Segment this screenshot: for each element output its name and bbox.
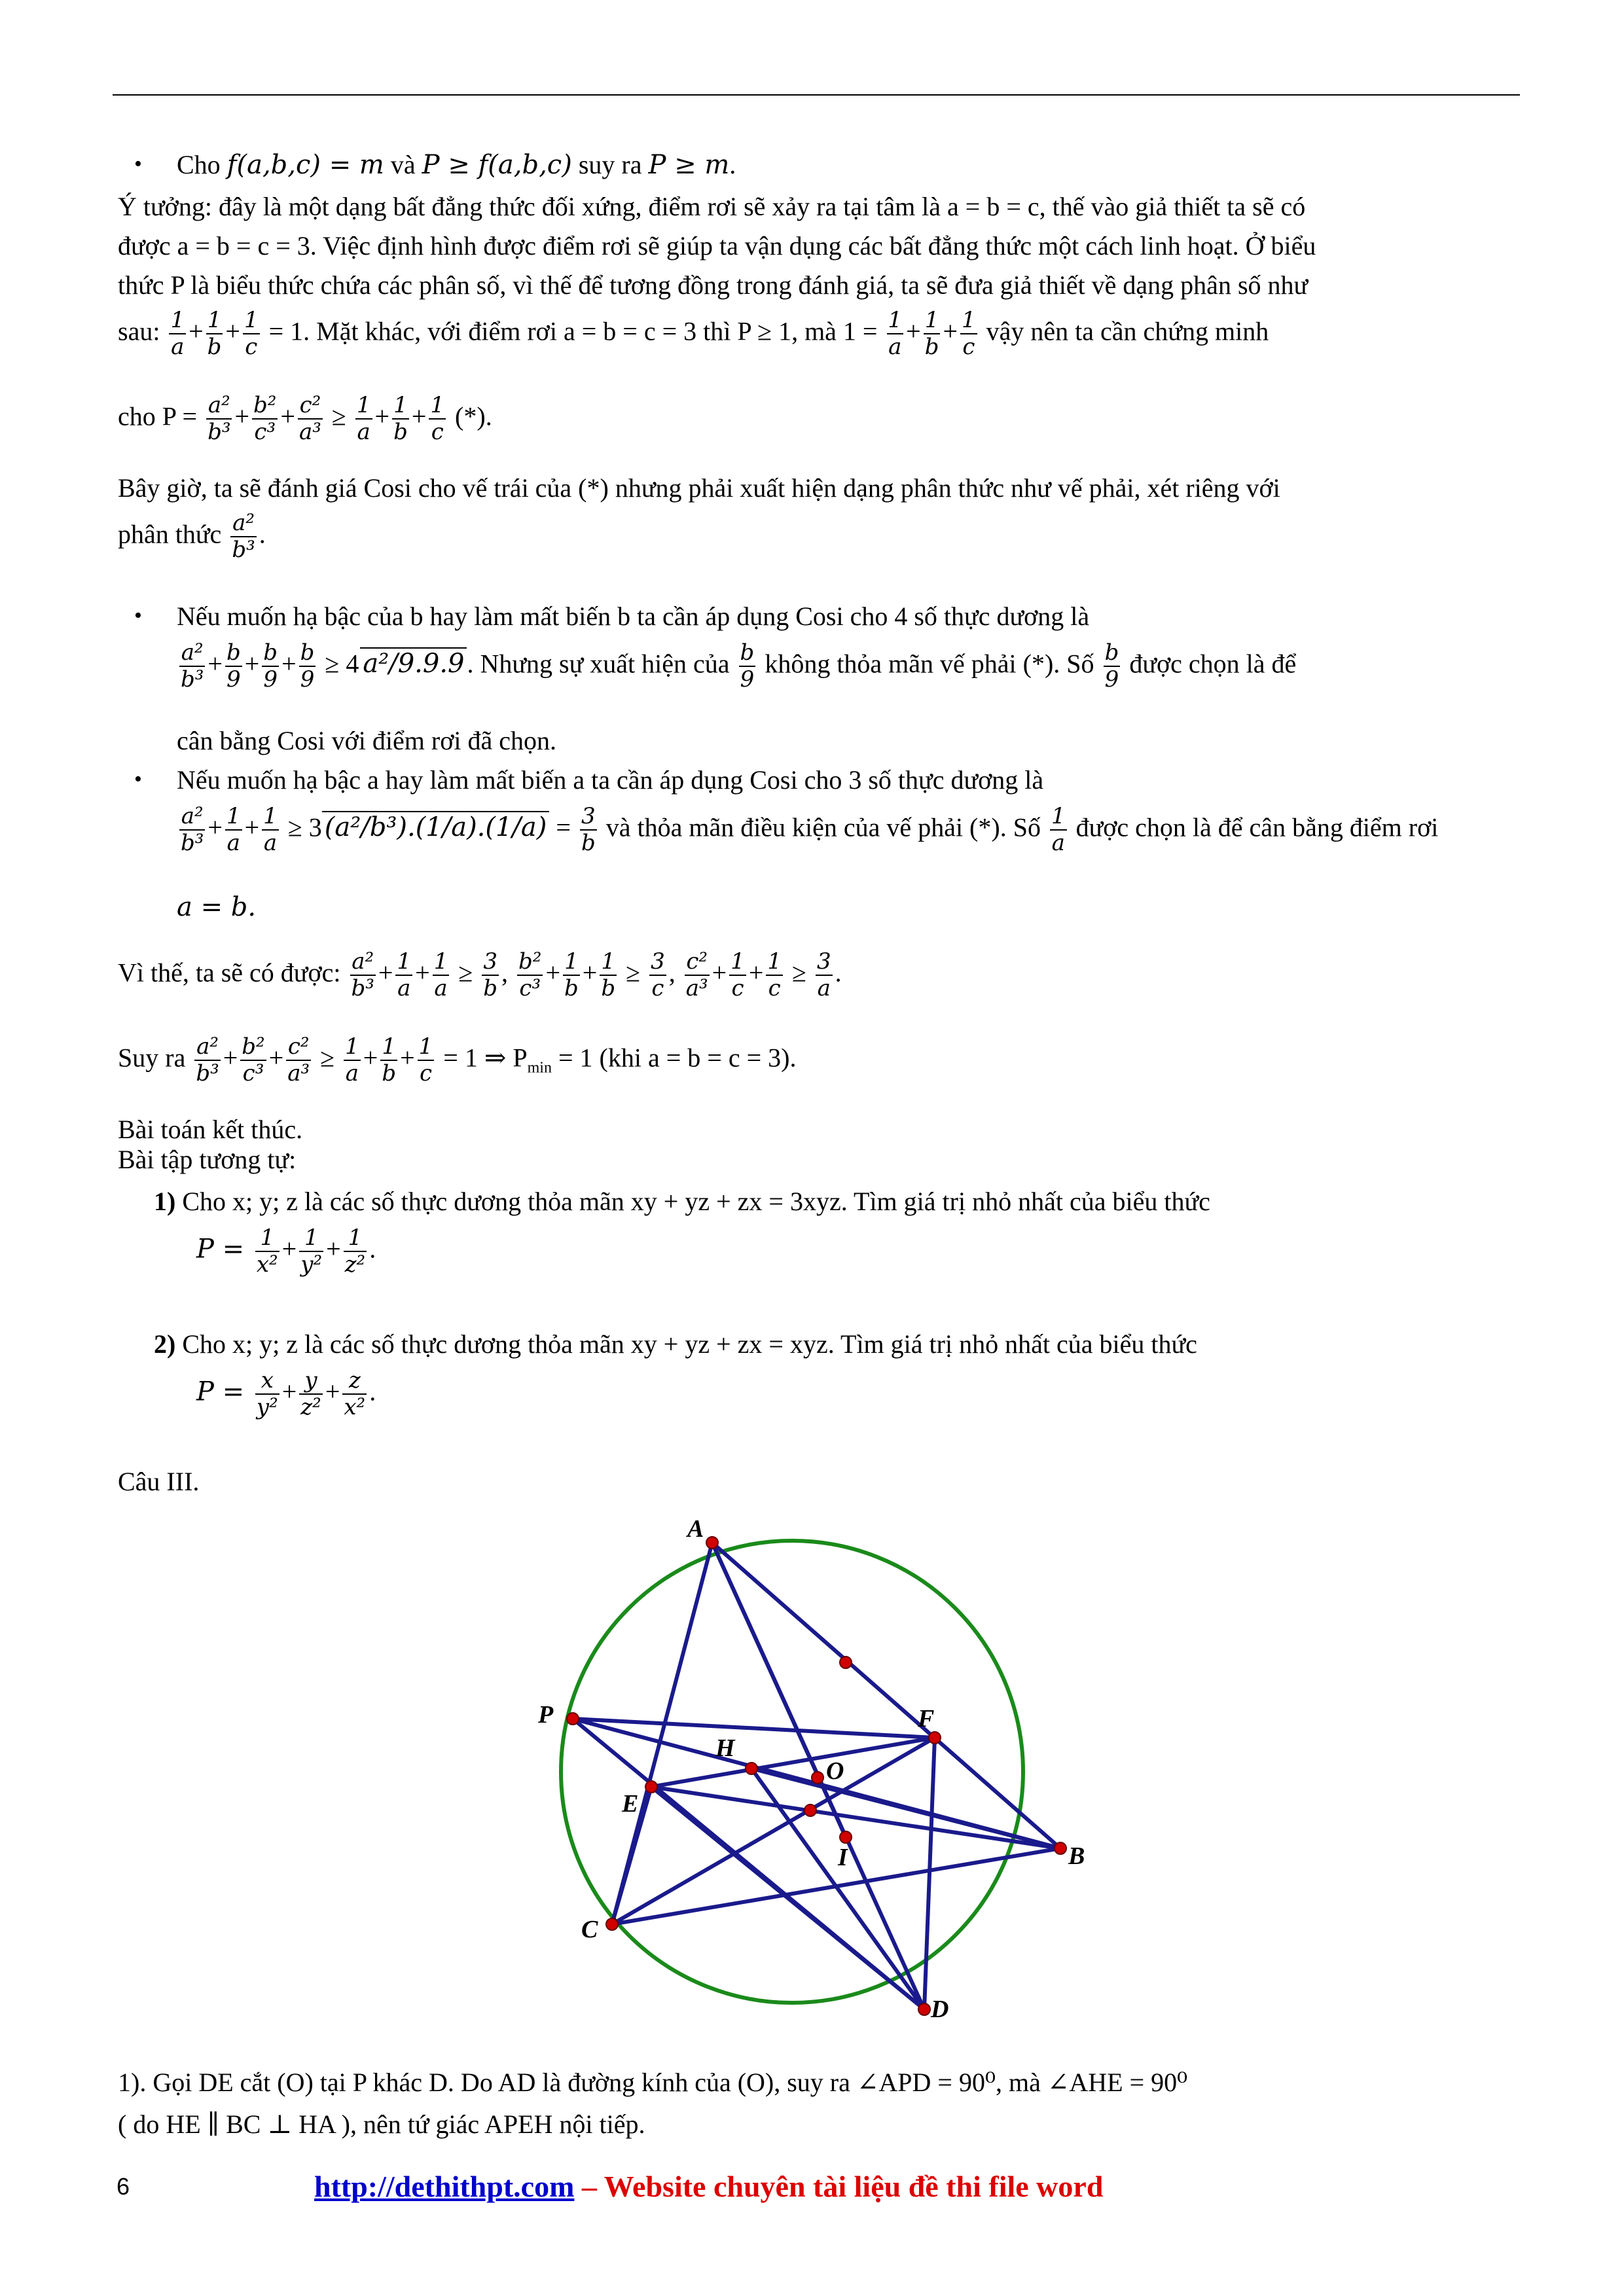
paragraph-line: 1). Gọi DE cắt (O) tại P khác D. Do AD là đường kính của (O), suy ra ∠APD = 90⁰, mà ∠AHE = 90⁰	[118, 2068, 1188, 2097]
label-i: I	[838, 1844, 848, 1871]
bullet-3: •	[134, 767, 142, 791]
fraction: $\frac{1}{c}$	[430, 392, 445, 446]
fraction: $\frac{\text{a²}}{\text{b³}}$	[208, 392, 231, 446]
geometry-figure	[524, 1499, 1113, 2042]
statement-line: Cho f(a,b,c) = m và P ≥ f(a,b,c) suy ra P ≥ m.	[177, 150, 736, 180]
label-c: C	[581, 1916, 598, 1943]
fraction: $\frac{1}{c}$	[244, 307, 259, 361]
paragraph-line: phân thức $\frac{\text{a²}}{\text{b³}}$ .	[118, 510, 266, 564]
bullet-2: •	[134, 603, 142, 628]
bullet-text: Nếu muốn hạ bậc của b hay làm mất biến b ta cần áp dụng Cosi cho 4 số thực dương là	[177, 601, 1090, 631]
bullet-math: $\frac{\text{a²}}{\text{b³}}$ + $\frac{1}{a}$ + $\frac{1}{a}$ ≥ 3 (a²/b³).(1/a).(1/a) = $\frac{3}{b}$ và thỏa mãn điều kiện của vế phải (*). Số $\frac{1}{a}$ được chọn là để cân bằng điểm rơi	[181, 803, 1439, 857]
point-e	[645, 1781, 657, 1793]
fraction: $\frac{\text{c²}}{\text{a³}}$	[299, 392, 321, 446]
footer: http://dethithpt.com – Website chuyên tài liệu đề thi file word	[314, 2170, 1104, 2203]
fraction: $\frac{1}{b}$	[393, 392, 408, 446]
paragraph-line: thức P là biểu thức chứa các phân số, vì thế để tương đồng trong đánh giá, ta sẽ đưa giả thiết về dạng phân số như	[118, 270, 1308, 300]
fraction: $\frac{\text{a²}}{\text{b³}}$	[181, 639, 204, 693]
point-c	[606, 1918, 618, 1930]
paragraph-line: Bài tập tương tự:	[118, 1145, 297, 1174]
paragraph-line: ( do HE ∥ BC ⊥ HA ), nên tứ giác APEH nội tiếp.	[118, 2109, 645, 2139]
paragraph-line: Vì thế, ta sẽ có được: $\frac{\text{a²}}{\text{b³}}$ + $\frac{1}{a}$ + $\frac{1}{a}$ ≥ $\frac{3}{b}$ , $\frac{\text{b²}}{\text{c³}}$ + $\frac{1}{b}$ + $\frac{1}{b}$ ≥ $\frac{3}{c}$ , $\frac{\text{c²}}{\text{a³}}$ + $\frac{1}{c}$ + $\frac{1}{c}$ ≥ $\frac{3}{a}$ .	[118, 948, 842, 1002]
page-number: 6	[117, 2173, 130, 2200]
label-o: O	[826, 1757, 844, 1785]
bullet-text: Nếu muốn hạ bậc a hay làm mất biến a ta cần áp dụng Cosi cho 3 số thực dương là	[177, 765, 1044, 795]
fraction: $\frac{1}{a}$	[263, 803, 278, 857]
bullet-text: a = b.	[177, 892, 257, 922]
fraction: $\frac{1}{b}$	[207, 307, 222, 361]
fraction: $\frac{b}{9}$	[740, 639, 755, 693]
exercise-1-formula: P = $\frac{1}{\text{x²}}$ + $\frac{1}{\text{y²}}$ + $\frac{1}{\text{z²}}$ .	[196, 1225, 376, 1278]
section-heading: Câu III.	[118, 1467, 200, 1496]
fraction: $\frac{1}{a}$	[356, 392, 371, 446]
fraction: $\frac{1}{a}$	[1051, 803, 1066, 857]
exercise-1: 1) Cho x; y; z là các số thực dương thỏa mãn xy + yz + zx = 3xyz. Tìm giá trị nhỏ nhất của biểu thức	[154, 1187, 1210, 1216]
point-q	[840, 1657, 852, 1668]
fraction: $\frac{1}{a}$	[888, 307, 903, 361]
point-r	[804, 1804, 816, 1816]
fraction: $\frac{\text{b²}}{\text{c³}}$	[253, 392, 277, 446]
circumcircle-o	[561, 1541, 1023, 2003]
footer-link[interactable]: http://dethithpt.com	[314, 2170, 575, 2203]
fraction: $\frac{1}{b}$	[924, 307, 939, 361]
fraction: $\frac{1}{a}$	[226, 803, 241, 857]
label-b: B	[1068, 1842, 1085, 1870]
point-h	[746, 1763, 757, 1774]
point-b	[1055, 1842, 1066, 1854]
point-p	[567, 1713, 579, 1725]
point-f	[929, 1732, 941, 1744]
fraction: $\frac{1}{a}$	[170, 307, 185, 361]
exercise-2: 2) Cho x; y; z là các số thực dương thỏa mãn xy + yz + zx = xyz. Tìm giá trị nhỏ nhất của biểu thức	[154, 1329, 1197, 1359]
label-e: E	[622, 1790, 639, 1818]
bullet-math: $\frac{\text{a²}}{\text{b³}}$ + $\frac{b}{9}$ + $\frac{b}{9}$ + $\frac{b}{9}$ ≥ 4 a²/9.9.9 . Nhưng sự xuất hiện của $\frac{b}{9}$ không thỏa mãn vế phải (*). Số $\frac{b}{9}$ được chọn là để	[181, 639, 1297, 693]
fraction: $\frac{b}{9}$	[226, 639, 241, 693]
point-i	[840, 1831, 852, 1843]
segment-fd	[924, 1738, 935, 2009]
paragraph-line: được a = b = c = 3. Việc định hình được điểm rơi sẽ giúp ta vận dụng các bất đẳng thức một cách linh hoạt. Ở biểu	[118, 231, 1316, 260]
point-a	[706, 1537, 718, 1549]
bullet-text: cân bằng Cosi với điểm rơi đã chọn.	[177, 726, 556, 755]
paragraph-line: Suy ra $\frac{\text{a²}}{\text{b³}}$ + $\frac{\text{b²}}{\text{c³}}$ + $\frac{\text{c²}}{\text{a³}}$ ≥ $\frac{1}{a}$ + $\frac{1}{b}$ + $\frac{1}{c}$ = 1 ⇒ $P_{min} = 1$ (khi a = b = c = 3).	[118, 1033, 797, 1087]
paragraph-line: Ý tưởng: đây là một dạng bất đẳng thức đối xứng, điểm rơi sẽ xảy ra tại tâm là a = b = c, thế vào giả thiết ta sẽ có	[118, 192, 1306, 221]
bullet-1: •	[134, 152, 142, 176]
point-o	[812, 1772, 823, 1784]
label-a: A	[687, 1515, 704, 1543]
paragraph-line: sau: $\frac{1}{a}$ + $\frac{1}{b}$ + $\frac{1}{c}$ = 1. Mặt khác, với điểm rơi a = b = c = 3 thì P ≥ 1, mà 1 = $\frac{1}{a}$ + $\frac{1}{b}$ + $\frac{1}{c}$ vậy nên ta cần chứng minh	[118, 307, 1269, 361]
fraction: $\frac{\text{a²}}{\text{b³}}$	[181, 803, 204, 857]
label-h: H	[715, 1734, 735, 1762]
label-p: P	[538, 1701, 554, 1729]
fraction: $\frac{b}{9}$	[300, 639, 315, 693]
exercise-2-formula: P = $\frac{x}{\text{y²}}$ + $\frac{y}{\text{z²}}$ + $\frac{z}{\text{x²}}$ .	[196, 1367, 376, 1421]
paragraph-line: Bài toán kết thúc.	[118, 1115, 303, 1144]
fraction: $\frac{1}{c}$	[962, 307, 976, 361]
header-rule	[113, 94, 1520, 96]
fraction: $\frac{b}{9}$	[1104, 639, 1119, 693]
label-f: F	[918, 1705, 935, 1732]
segment-ai	[712, 1543, 846, 1837]
label-d: D	[931, 1996, 949, 2023]
fraction: $\frac{b}{9}$	[263, 639, 278, 693]
paragraph-line: Bây giờ, ta sẽ đánh giá Cosi cho vế trái của (*) nhưng phải xuất hiện dạng phân thức như vế phải, xét riêng với	[118, 473, 1280, 503]
point-d	[918, 2003, 930, 2015]
fraction: $\frac{3}{b}$	[581, 803, 596, 857]
paragraph-line: cho P = $\frac{\text{a²}}{\text{b³}}$ + $\frac{\text{b²}}{\text{c³}}$ + $\frac{\text{c²}}{\text{a³}}$ ≥ $\frac{1}{a}$ + $\frac{1}{b}$ + $\frac{1}{c}$ (*).	[118, 392, 492, 446]
fraction: $\frac{\text{a²}}{\text{b³}}$	[232, 510, 255, 564]
